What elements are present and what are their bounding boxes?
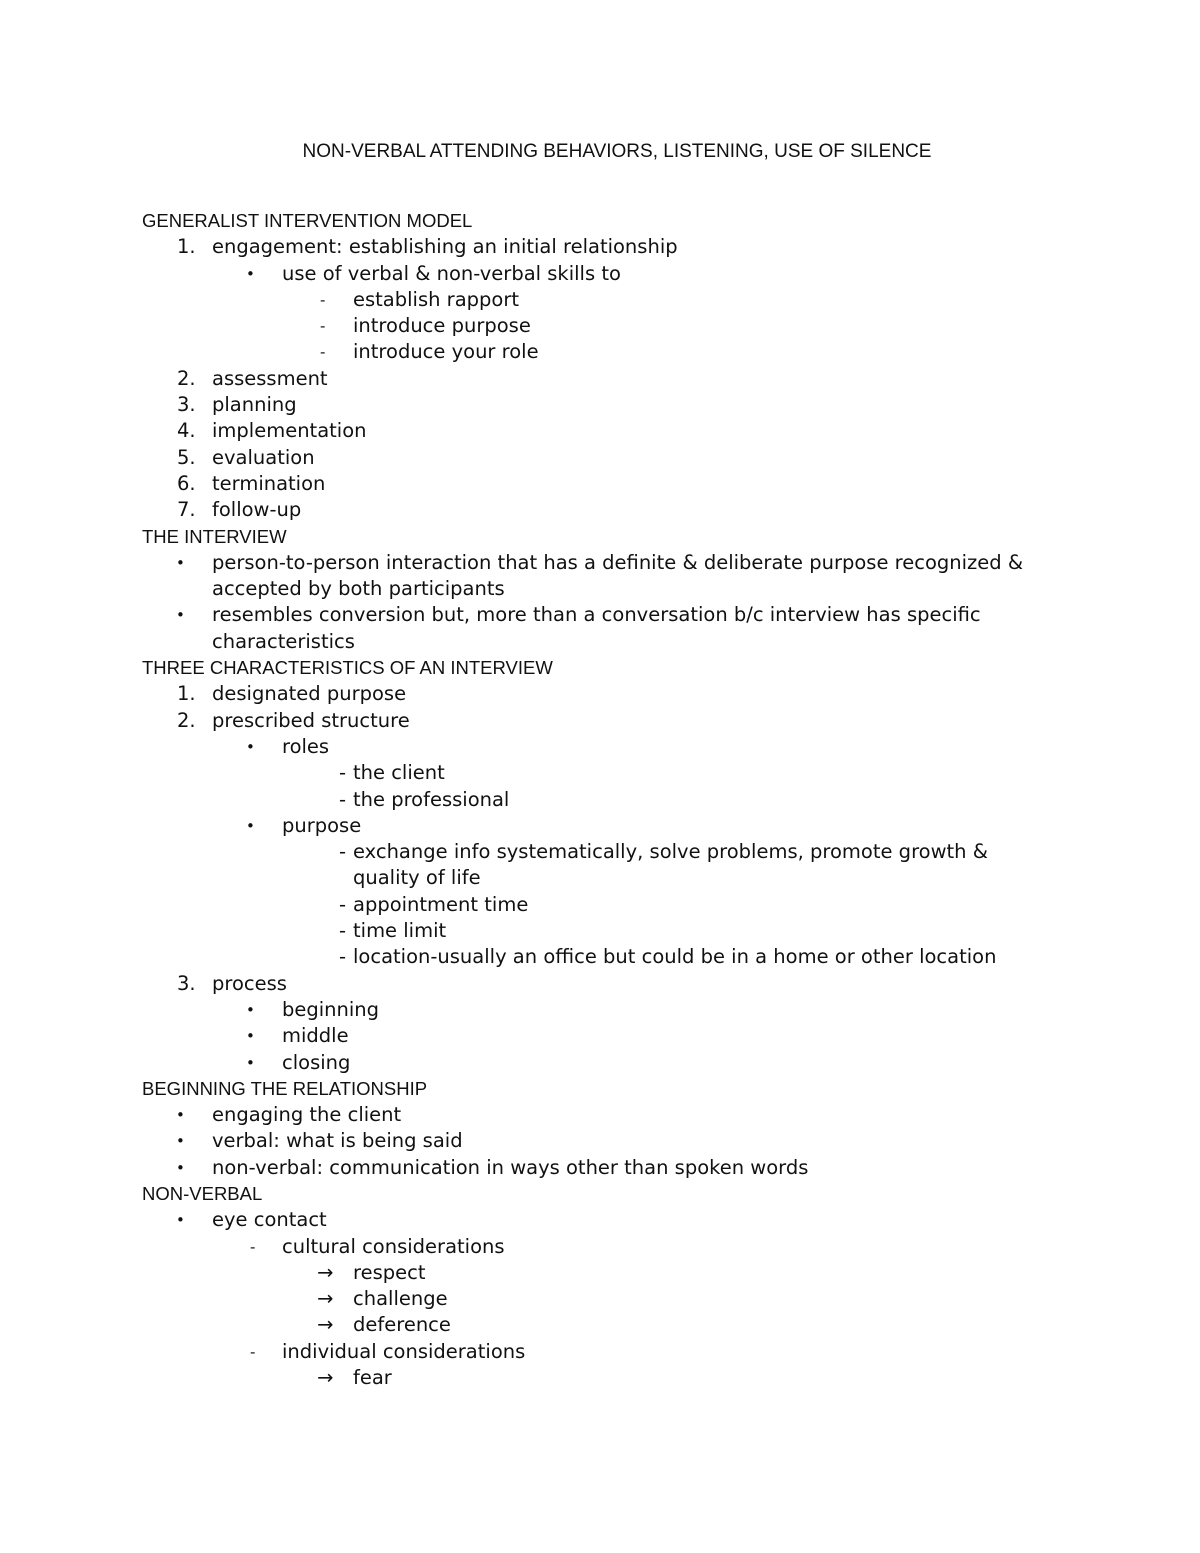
arrow-marker: → xyxy=(317,1366,334,1390)
list-item xyxy=(142,497,1062,523)
list-item xyxy=(142,971,1062,997)
list-item-text: closing xyxy=(282,1050,351,1074)
list-item xyxy=(142,760,1062,786)
list-item xyxy=(142,471,1062,497)
document-body xyxy=(142,208,1062,1391)
list-item xyxy=(142,839,1062,865)
list-item-text: non-verbal: communication in ways other than spoken words xyxy=(212,1155,809,1179)
list-item xyxy=(142,918,1062,944)
list-item-text: introduce purpose xyxy=(353,314,531,338)
list-item xyxy=(142,1339,1062,1365)
list-item xyxy=(142,813,1062,839)
list-item xyxy=(142,1234,1062,1260)
list-item-text: appointment time xyxy=(353,892,529,916)
list-item-text: accepted by both participants xyxy=(212,577,505,601)
number-marker: 2. xyxy=(177,708,196,732)
list-item xyxy=(142,1102,1062,1128)
list-item-text: respect xyxy=(353,1260,426,1284)
list-item-text: eye contact xyxy=(212,1208,327,1232)
list-item-text: deference xyxy=(353,1313,451,1337)
list-item-text: exchange info systematically, solve problems, promote growth & xyxy=(353,840,988,864)
list-item-text: cultural considerations xyxy=(282,1234,505,1258)
arrow-marker: → xyxy=(317,1313,334,1337)
bullet-marker: • xyxy=(246,816,255,835)
list-item xyxy=(142,1207,1062,1233)
list-item-continuation xyxy=(142,576,1062,602)
list-item-text: planning xyxy=(212,393,297,417)
list-item-continuation xyxy=(142,865,1062,891)
dash-marker: - xyxy=(339,892,347,916)
list-item-text: quality of life xyxy=(353,866,481,890)
list-item xyxy=(142,261,1062,287)
number-marker: 2. xyxy=(177,366,196,390)
section-heading-three-characteristics: THREE CHARACTERISTICS OF AN INTERVIEW xyxy=(142,657,553,679)
bullet-marker: • xyxy=(246,264,255,283)
number-marker: 1. xyxy=(177,682,196,706)
list-item-text: location-usually an office but could be in a home or other location xyxy=(353,945,997,969)
list-item-text: evaluation xyxy=(212,445,315,469)
bullet-marker: • xyxy=(176,1158,185,1177)
list-item-text: fear xyxy=(353,1366,392,1390)
list-item xyxy=(142,313,1062,339)
bullet-marker: • xyxy=(246,1027,255,1046)
list-item xyxy=(142,1128,1062,1154)
list-item xyxy=(142,1286,1062,1312)
number-marker: 3. xyxy=(177,971,196,995)
list-item-text: beginning xyxy=(282,997,380,1021)
document-title: NON-VERBAL ATTENDING BEHAVIORS, LISTENING, USE OF SILENCE xyxy=(302,141,932,162)
list-item xyxy=(142,287,1062,313)
number-marker: 4. xyxy=(177,419,196,443)
bullet-marker: • xyxy=(176,1211,185,1230)
dash-marker: - xyxy=(339,787,347,811)
list-item xyxy=(142,1312,1062,1338)
list-item xyxy=(142,944,1062,970)
dash-marker: - xyxy=(339,919,347,943)
list-item-text: process xyxy=(212,971,287,995)
list-item xyxy=(142,681,1062,707)
arrow-marker: → xyxy=(317,1260,334,1284)
arrow-marker: → xyxy=(317,1287,334,1311)
list-item-text: engagement: establishing an initial relationship xyxy=(212,235,678,259)
list-item-text: individual considerations xyxy=(282,1339,526,1363)
list-item-text: follow-up xyxy=(212,498,302,522)
list-item-text: implementation xyxy=(212,419,367,443)
list-item-text: purpose xyxy=(282,813,362,837)
dash-marker: - xyxy=(320,343,326,362)
bullet-marker: • xyxy=(176,553,185,572)
dash-marker: - xyxy=(250,1237,256,1256)
number-marker: 5. xyxy=(177,445,196,469)
list-item-text: assessment xyxy=(212,366,328,390)
list-item xyxy=(142,366,1062,392)
list-item xyxy=(142,418,1062,444)
list-item-text: prescribed structure xyxy=(212,708,410,732)
list-item-text: the professional xyxy=(353,787,510,811)
list-item xyxy=(142,602,1062,628)
section-heading-gim: GENERALIST INTERVENTION MODEL xyxy=(142,210,473,231)
dash-marker: - xyxy=(320,317,326,336)
list-item-text: the client xyxy=(353,761,445,785)
number-marker: 7. xyxy=(177,498,196,522)
list-item xyxy=(142,997,1062,1023)
list-item xyxy=(142,339,1062,365)
list-item-text: resembles conversion but, more than a conversation b/c interview has specific xyxy=(212,603,981,627)
list-item-text: challenge xyxy=(353,1287,448,1311)
list-item-text: time limit xyxy=(353,919,447,943)
number-marker: 3. xyxy=(177,393,196,417)
list-item xyxy=(142,787,1062,813)
bullet-marker: • xyxy=(176,1106,185,1125)
list-item xyxy=(142,708,1062,734)
list-item-text: engaging the client xyxy=(212,1103,402,1127)
list-item xyxy=(142,734,1062,760)
list-item xyxy=(142,445,1062,471)
list-item xyxy=(142,1260,1062,1286)
list-item xyxy=(142,892,1062,918)
list-item xyxy=(142,392,1062,418)
list-item xyxy=(142,234,1062,260)
list-item-text: introduce your role xyxy=(353,340,539,364)
bullet-marker: • xyxy=(246,737,255,756)
section-heading-nonverbal: NON-VERBAL xyxy=(142,1182,263,1204)
list-item xyxy=(142,1050,1062,1076)
dash-marker: - xyxy=(339,761,347,785)
list-item-text: characteristics xyxy=(212,629,355,653)
list-item-text: person-to-person interaction that has a definite & deliberate purpose recognized & xyxy=(212,550,1024,574)
bullet-marker: • xyxy=(176,1132,185,1151)
dash-marker: - xyxy=(339,840,347,864)
list-item-text: roles xyxy=(282,734,330,758)
list-item-continuation xyxy=(142,629,1062,655)
list-item-text: use of verbal & non-verbal skills to xyxy=(282,261,621,285)
list-item-text: termination xyxy=(212,471,326,495)
list-item xyxy=(142,550,1062,576)
number-marker: 6. xyxy=(177,471,196,495)
list-item xyxy=(142,1023,1062,1049)
bullet-marker: • xyxy=(246,1000,255,1019)
list-item-text: verbal: what is being said xyxy=(212,1129,463,1153)
dash-marker: - xyxy=(320,290,326,309)
number-marker: 1. xyxy=(177,235,196,259)
section-heading-interview: THE INTERVIEW xyxy=(142,525,287,547)
list-item xyxy=(142,1365,1062,1391)
list-item-text: establish rapport xyxy=(353,287,519,311)
dash-marker: - xyxy=(250,1342,256,1361)
bullet-marker: • xyxy=(246,1053,255,1072)
list-item xyxy=(142,1155,1062,1181)
list-item-text: middle xyxy=(282,1024,349,1048)
list-item-text: designated purpose xyxy=(212,682,407,706)
bullet-marker: • xyxy=(176,606,185,625)
section-heading-beginning: BEGINNING THE RELATIONSHIP xyxy=(142,1077,428,1099)
dash-marker: - xyxy=(339,945,347,969)
